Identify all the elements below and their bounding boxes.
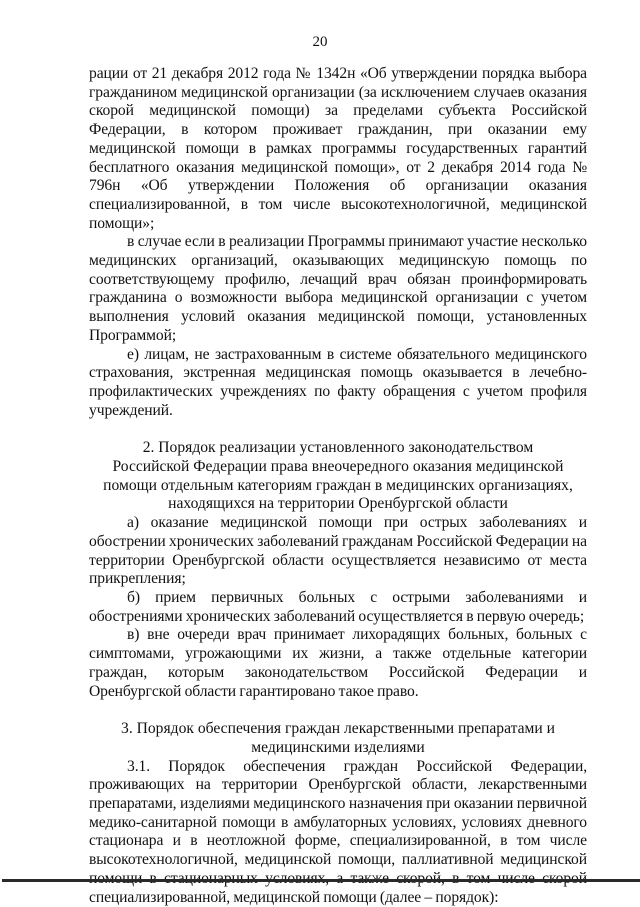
document-body bbox=[89, 65, 587, 907]
section-2-item-a: а) оказание медицинской помощи при острых заболеваниях и обострении хронических заболеваний гражданам Российской Федерации на территории Оренбургской области осуществляется независимо от места прикрепления; bbox=[89, 514, 587, 588]
section-3-heading: 3. Порядок обеспечения граждан лекарственными препаратами и медицинскими изделиями bbox=[121, 720, 555, 756]
paragraph-choice-of-organization: в случае если в реализации Программы принимают участие несколько медицинских организаций, оказывающих медицинскую помощь по соответствующему профилю, лечащий врач обязан проинформировать гражданина о возможности выбора медицинской организации с учетом выполнения условий оказания медицинской помощи, установленных Программой; bbox=[89, 233, 587, 344]
spacer bbox=[89, 701, 587, 720]
section-2-item-b: б) прием первичных больных с острыми заболеваниями и обострениями хронических заболеваний осуществляется в первую очередь; bbox=[89, 588, 587, 625]
footer-rule bbox=[2, 879, 640, 882]
section-2-heading: 2. Порядок реализации установленного законодательством Российской Федерации права внеочередного оказания медицинской помощи отдельным категориям граждан в медицинских организациях, находящихся на территории Оренбургской области bbox=[103, 439, 573, 513]
section-2-item-v: в) вне очереди врач принимает лихорадящих больных, больных с симптомами, угрожающими их жизни, а также отдельные категории граждан, которым законодательством Российской Федерации и Оренбургской области гарантировано такое право. bbox=[89, 626, 587, 700]
paragraph-continuation: рации от 21 декабря 2012 года № 1342н «Об утверждении порядка выбора гражданином медицинской организации (за исключением случаев оказания скорой медицинской помощи) за пределами субъекта Российской Федерации, в котором проживает гражданин, при оказании ему медицинской помощи в рамках программы государственных гарантий бесплатного оказания медицинской помощи», от 2 декабря 2014 года № 796н «Об утверждении Положения об организации оказания специализированной, в том числе высокотехнологичной, медицинской помощи»; bbox=[89, 65, 587, 232]
page-number: 20 bbox=[312, 34, 328, 50]
paragraph-item-e: е) лицам, не застрахованным в системе обязательного медицинского страхования, экстренная медицинская помощь оказывается в лечебно-профилактических учреждениях по факту обращения с учетом профиля учреждений. bbox=[89, 345, 587, 419]
section-3-item-3-1: 3.1. Порядок обеспечения граждан Российской Федерации, проживающих на территории Оренбургской области, лекарственными препаратами, изделиями медицинского назначения при оказании первичной медико-санитарной помощи в амбулаторных условиях, условиях дневного стационара и в неотложной форме, специализированной, в том числе высокотехнологичной, медицинской помощи, паллиативной медицинской специализированной, медицинской помощи (далее – порядок): bbox=[89, 757, 587, 906]
spacer bbox=[89, 420, 587, 439]
